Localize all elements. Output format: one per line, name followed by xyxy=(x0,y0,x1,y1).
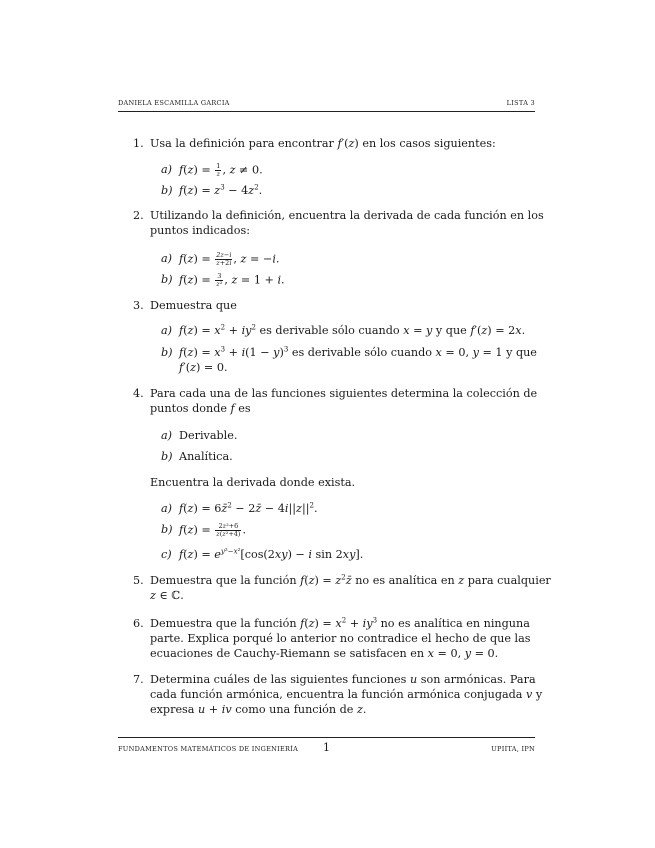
problem-6-number: 6. xyxy=(133,617,144,630)
header-rule xyxy=(118,111,535,112)
problem-5-line-2: z ∈ ℂ. xyxy=(150,589,184,602)
problem-7-line-3: expresa u + iv como una función de z. xyxy=(150,703,367,716)
problem-4a-text: Derivable. xyxy=(179,429,238,442)
problem-3b-continuation: f′(z) = 0. xyxy=(179,361,228,374)
problem-4a-label: a) xyxy=(161,429,173,442)
problem-1b-text: $f(z) = z^3 - 4z^2$. xyxy=(179,183,263,197)
problem-4-2a-label: a) xyxy=(161,502,173,515)
problem-4-number: 4. xyxy=(133,387,144,400)
problem-1a-label: a) xyxy=(161,163,173,176)
problem-3-text: Demuestra que xyxy=(150,299,237,312)
problem-6-line-3: ecuaciones de Cauchy-Riemann se satisfacen en x = 0, y = 0. xyxy=(150,647,499,660)
problem-1-number: 1. xyxy=(133,137,144,150)
problem-4b-label: b) xyxy=(161,450,173,463)
problem-2a-label: a) xyxy=(161,252,173,265)
problem-1b-label: b) xyxy=(161,184,173,197)
problem-4-2c-label: c) xyxy=(161,548,172,561)
problem-1a-text: f(z) = $\frac{1}{z}$ , z ≠ 0. xyxy=(179,162,263,178)
problem-2-line-1: Utilizando la definición, encuentra la derivada de cada función en los xyxy=(150,209,544,222)
problem-4-2a-text: f(z) = 6z̄$^2$ − 2z̄ − $4i||z||^2$. xyxy=(179,501,318,515)
problem-3a-label: a) xyxy=(161,324,173,337)
problem-4-line-1: Para cada una de las funciones siguientes determina la colección de xyxy=(150,387,538,400)
page-header xyxy=(118,99,535,111)
problem-6-line-2: parte. Explica porqué lo anterior no contradice el hecho de que las xyxy=(150,632,531,645)
problem-7-line-2: cada función armónica, encuentra la función armónica conjugada v y xyxy=(150,688,543,701)
page-footer xyxy=(118,743,535,757)
footer-institution: UPIITA, IPN xyxy=(491,745,535,753)
problem-3-number: 3. xyxy=(133,299,144,312)
problem-4b-text: Analítica. xyxy=(179,450,233,463)
problem-7-line-1: Determina cuáles de las siguientes funciones u son armónicas. Para xyxy=(150,673,536,686)
problem-3a-text: $f(z) = x^2 + iy^2$ es derivable sólo cuando x = y y que f′(z) = 2x. xyxy=(179,323,526,337)
problem-4-2b-label: b) xyxy=(161,523,173,536)
footer-page-number: 1 xyxy=(323,741,331,754)
footer-rule xyxy=(118,737,535,738)
problem-2b-text: f(z) = $\frac{3}{\text{z²}}$ , z = 1 + i. xyxy=(179,272,285,288)
header-author: DANIELA ESCAMILLA GARCIA xyxy=(118,99,230,107)
problem-3b-text: $f(z) = x^3 + i(1 - y)^3$ es derivable sólo cuando x = 0, y = 1 y que xyxy=(179,345,537,359)
problem-4-after-text: Encuentra la derivada donde exista. xyxy=(150,476,356,489)
problem-1-text: Usa la definición para encontrar f′(z) en los casos siguientes: xyxy=(150,137,496,150)
problem-4-line-2: puntos donde f es xyxy=(150,402,251,415)
problem-5-number: 5. xyxy=(133,574,144,587)
header-list-title: LISTA 3 xyxy=(506,99,535,107)
problem-4-2c-text: $f(z) = e^{y^2-x^2}[\cos(2xy) - i$ sin 2xy]. xyxy=(179,547,364,561)
problem-6-line-1: Demuestra que la función $f(z) = x^2 + iy^3$ no es analítica en ninguna xyxy=(150,616,530,630)
footer-course: FUNDAMENTOS MATEMÁTICOS DE INGENIERÍA xyxy=(118,745,299,753)
problem-5-line-1: Demuestra que la función $f(z) = z^2z̄$ no es analítica en z para cualquier xyxy=(150,573,551,587)
problem-4-2b-text: f(z) = $\frac{\text{2z²+6}}{\text{z(z²+4)}}$ . xyxy=(179,522,247,538)
problem-2-number: 2. xyxy=(133,209,144,222)
problem-2b-label: b) xyxy=(161,273,173,286)
problem-7-number: 7. xyxy=(133,673,144,686)
problem-3b-label: b) xyxy=(161,346,173,359)
problem-2a-text: f(z) = $\frac{2z-i}{z+2i}$ , z = −i. xyxy=(179,251,280,267)
problem-2-line-2: puntos indicados: xyxy=(150,224,250,237)
